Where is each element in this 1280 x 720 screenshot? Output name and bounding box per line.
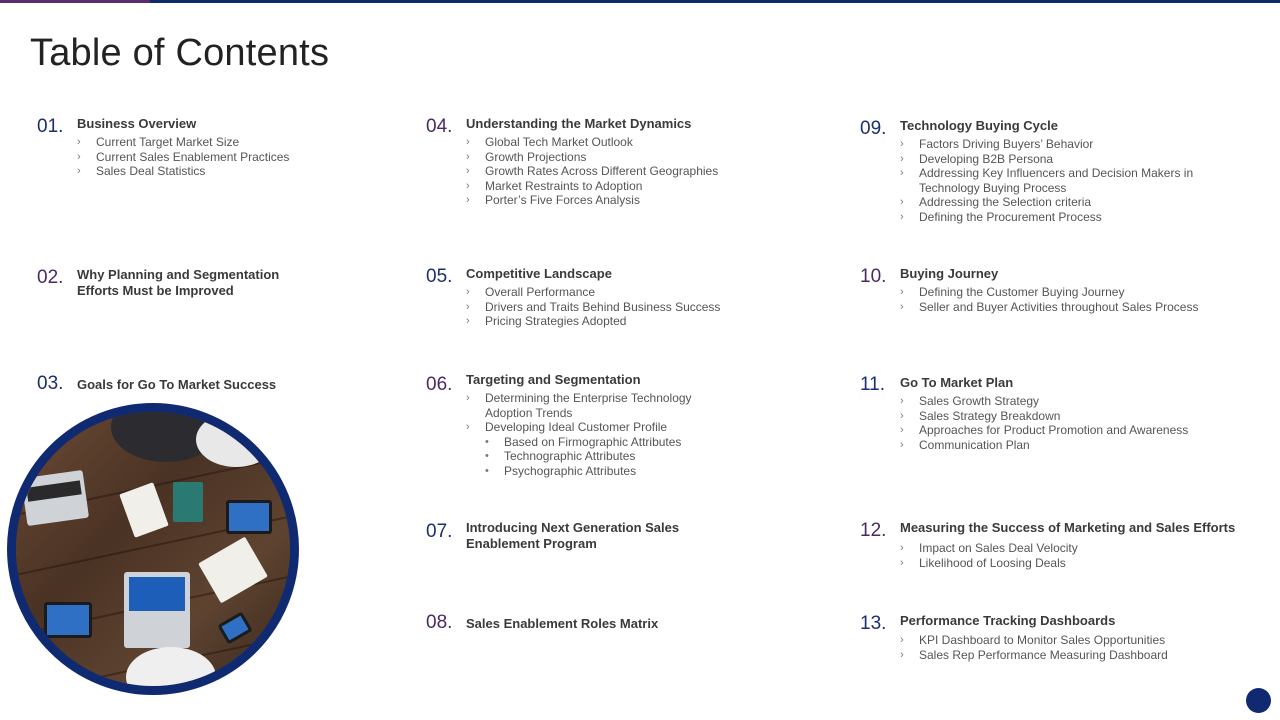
- list-item: › Growth Rates Across Different Geographies: [466, 164, 719, 178]
- section-body: [77, 116, 289, 179]
- laptop-left: [21, 470, 89, 526]
- chevron-right-icon: ›: [900, 556, 904, 569]
- section-item-list: [466, 135, 718, 208]
- list-item: › Current Sales Enablement Practices: [77, 149, 290, 164]
- list-item: › Developing Ideal Customer Profile: [466, 420, 668, 434]
- section-number: 09.: [860, 118, 887, 139]
- section-number: 07.: [426, 521, 453, 542]
- tablet-left: [44, 602, 92, 638]
- chevron-right-icon: ›: [466, 421, 470, 433]
- section-item-list: [900, 541, 1235, 570]
- office-desk-photo: [7, 403, 299, 695]
- chevron-right-icon: ›: [900, 424, 904, 436]
- list-item: › Determining the Enterprise Technology: [466, 391, 692, 405]
- chevron-right-icon: ›: [466, 194, 470, 206]
- dot-icon: •: [485, 464, 489, 477]
- section-body: [466, 520, 679, 552]
- list-item: › Likelihood of Loosing Deals: [900, 555, 1066, 570]
- list-item: › Developing B2B Persona: [900, 151, 1054, 166]
- chevron-right-icon: ›: [900, 634, 904, 646]
- chevron-right-icon: ›: [466, 300, 470, 313]
- chevron-right-icon: ›: [466, 165, 470, 177]
- chevron-right-icon: ›: [466, 392, 470, 404]
- section-number: 11.: [860, 374, 886, 395]
- chevron-right-icon: ›: [900, 152, 904, 165]
- section-item-list: [900, 137, 1193, 224]
- section-body: [900, 613, 1168, 662]
- list-item: › Sales Deal Statistics: [77, 164, 206, 178]
- chevron-right-icon: ›: [466, 179, 470, 192]
- chevron-right-icon: ›: [900, 167, 904, 179]
- list-item: › Global Tech Market Outlook: [466, 135, 633, 149]
- chevron-right-icon: ›: [466, 150, 470, 163]
- section-body: [77, 377, 276, 393]
- section-title: Sales Enablement Roles Matrix: [466, 616, 659, 631]
- list-item: › Addressing Key Influencers and Decision Makers in: [900, 166, 1194, 180]
- list-item-continuation: Technology Buying Process: [919, 180, 1067, 195]
- section-body: [900, 118, 1193, 224]
- laptop-center: [124, 572, 190, 648]
- sub-list-item: • Psychographic Attributes: [485, 463, 637, 478]
- section-item-list: [77, 135, 289, 179]
- section-item-list: [466, 391, 692, 478]
- sub-list-item: • Based on Firmographic Attributes: [485, 434, 682, 449]
- section-title: Goals for Go To Market Success: [77, 377, 277, 392]
- dot-icon: •: [485, 435, 489, 448]
- corner-decoration-dot: [1246, 688, 1271, 713]
- list-item: › Pricing Strategies Adopted: [466, 314, 627, 328]
- list-item-continuation: Adoption Trends: [485, 405, 573, 420]
- list-item: › Growth Projections: [466, 149, 587, 164]
- section-body: [466, 372, 692, 478]
- section-body: [466, 616, 658, 632]
- section-body: [466, 266, 720, 329]
- list-item: › Defining the Procurement Process: [900, 209, 1102, 224]
- section-number: 13.: [860, 613, 887, 634]
- section-number: 02.: [37, 267, 64, 288]
- chevron-right-icon: ›: [900, 196, 904, 208]
- person-top-right: [196, 412, 276, 467]
- page-title: Table of Contents: [30, 32, 330, 74]
- list-item: › Porter’s Five Forces Analysis: [466, 193, 640, 207]
- chevron-right-icon: ›: [77, 136, 81, 148]
- section-title-line-2: Enablement Program: [466, 536, 597, 551]
- section-body: [900, 520, 1235, 570]
- section-item-list: [466, 285, 720, 329]
- list-item: › KPI Dashboard to Monitor Sales Opportunities: [900, 633, 1166, 647]
- list-item: › Impact on Sales Deal Velocity: [900, 541, 1078, 555]
- list-item: › Defining the Customer Buying Journey: [900, 285, 1125, 299]
- chevron-right-icon: ›: [900, 138, 904, 150]
- teal-notebook: [173, 482, 203, 522]
- list-item: › Approaches for Product Promotion and Awareness: [900, 423, 1189, 437]
- section-title: Understanding the Market Dynamics: [466, 116, 692, 131]
- sub-list-item: • Technographic Attributes: [485, 449, 636, 463]
- section-number: 01.: [37, 116, 64, 137]
- list-item: › Current Target Market Size: [77, 135, 240, 149]
- section-item-list: [900, 633, 1168, 662]
- chevron-right-icon: ›: [466, 286, 470, 298]
- section-number: 12.: [860, 520, 887, 541]
- chevron-right-icon: ›: [77, 165, 81, 177]
- list-item: › Sales Rep Performance Measuring Dashboard: [900, 647, 1168, 662]
- chevron-right-icon: ›: [466, 315, 470, 327]
- section-body: [77, 267, 279, 299]
- section-number: 05.: [426, 266, 453, 287]
- section-number: 04.: [426, 116, 453, 137]
- section-body: [900, 375, 1188, 452]
- chevron-right-icon: ›: [900, 648, 904, 661]
- section-number: 06.: [426, 374, 453, 395]
- section-body: [900, 266, 1198, 314]
- section-body: [466, 116, 718, 208]
- section-title: Go To Market Plan: [900, 375, 1014, 390]
- list-item: › Addressing the Selection criteria: [900, 195, 1092, 209]
- list-item: › Seller and Buyer Activities throughout Sales Process: [900, 299, 1199, 314]
- list-item: › Drivers and Traits Behind Business Success: [466, 299, 721, 314]
- top-border-accent: [0, 0, 150, 3]
- section-title: Buying Journey: [900, 266, 999, 281]
- section-title: Performance Tracking Dashboards: [900, 613, 1116, 628]
- section-item-list: [900, 285, 1198, 314]
- chevron-right-icon: ›: [900, 286, 904, 298]
- section-item-list: [900, 394, 1188, 452]
- chevron-right-icon: ›: [900, 300, 904, 313]
- chevron-right-icon: ›: [900, 395, 904, 407]
- section-title: Targeting and Segmentation: [466, 372, 641, 387]
- section-number: 08.: [426, 612, 453, 633]
- chevron-right-icon: ›: [900, 542, 904, 554]
- section-title: Measuring the Success of Marketing and Sales Efforts: [900, 520, 1236, 535]
- top-border-bar: [0, 0, 1280, 3]
- chevron-right-icon: ›: [77, 150, 81, 163]
- chevron-right-icon: ›: [900, 438, 904, 451]
- list-item: › Sales Strategy Breakdown: [900, 408, 1061, 423]
- list-item: › Overall Performance: [466, 285, 596, 299]
- tablet-right: [226, 500, 272, 534]
- dot-icon: •: [485, 450, 489, 462]
- section-number: 03.: [37, 373, 64, 394]
- section-title: Technology Buying Cycle: [900, 118, 1058, 133]
- chevron-right-icon: ›: [466, 136, 470, 148]
- section-title-line-1: Why Planning and Segmentation: [77, 267, 280, 282]
- list-item: › Communication Plan: [900, 437, 1030, 452]
- section-title: Business Overview: [77, 116, 197, 131]
- section-title: Competitive Landscape: [466, 266, 612, 281]
- list-item: › Factors Driving Buyers’ Behavior: [900, 137, 1094, 151]
- section-title-line-1: Introducing Next Generation Sales: [466, 520, 680, 535]
- chevron-right-icon: ›: [900, 409, 904, 422]
- chevron-right-icon: ›: [900, 210, 904, 223]
- section-title-line-2: Efforts Must be Improved: [77, 283, 234, 298]
- section-number: 10.: [860, 266, 887, 287]
- list-item: › Market Restraints to Adoption: [466, 178, 643, 193]
- list-item: › Sales Growth Strategy: [900, 394, 1040, 408]
